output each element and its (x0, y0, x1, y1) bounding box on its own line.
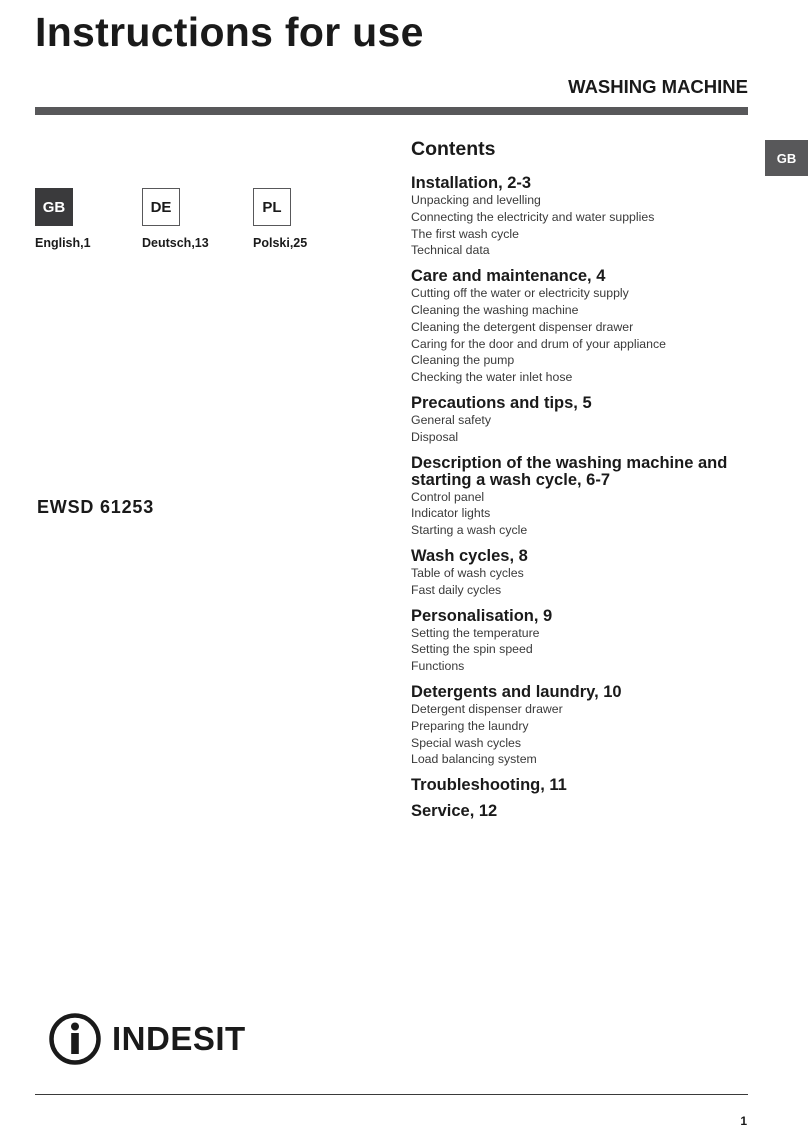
brand-name: INDESIT (112, 1020, 246, 1057)
contents-section (411, 777, 751, 794)
language-side-tab: GB (765, 140, 808, 176)
contents-sections (411, 175, 751, 820)
section-item: Functions (411, 659, 465, 674)
section-heading: Installation, 2-3 (411, 174, 532, 192)
indesit-logo-icon (48, 1012, 102, 1066)
language-code-badge: PL (253, 188, 291, 226)
section-item: Indicator lights (411, 506, 491, 521)
section-item: Table of wash cycles (411, 565, 524, 580)
page-number: 1 (740, 1114, 747, 1128)
language-code-badge: DE (142, 188, 180, 226)
section-heading: Service, 12 (411, 802, 498, 821)
section-item: Technical data (411, 243, 490, 258)
language-option-de[interactable] (142, 188, 209, 250)
section-item: Cutting off the water or electricity supply (411, 286, 629, 301)
section-item: Fast daily cycles (411, 582, 502, 597)
section-heading: Detergents and laundry, 10 (411, 682, 622, 701)
contents-section (411, 608, 751, 675)
section-heading: Care and maintenance, 4 (411, 267, 606, 286)
table-of-contents (411, 136, 751, 829)
language-option-pl[interactable] (253, 188, 307, 250)
contents-section (411, 268, 751, 386)
section-item: Load balancing system (411, 752, 537, 767)
language-option-gb[interactable] (35, 188, 91, 250)
section-item: Disposal (411, 429, 459, 444)
contents-section (411, 803, 751, 820)
section-heading: Personalisation, 9 (411, 606, 553, 625)
language-caption: Deutsch,13 (142, 236, 209, 250)
section-item: Cleaning the detergent dispenser drawer (411, 319, 634, 334)
section-item: Unpacking and levelling (411, 193, 541, 207)
contents-section (411, 548, 751, 599)
section-item: Control panel (411, 489, 485, 504)
section-item: Caring for the door and drum of your appliance (411, 336, 666, 351)
section-item: The first wash cycle (411, 226, 519, 241)
section-item: Connecting the electricity and water supplies (411, 209, 655, 224)
section-item: Cleaning the pump (411, 353, 515, 368)
model-number: EWSD 61253 (37, 497, 155, 517)
contents-section (411, 455, 751, 539)
language-caption: English,1 (35, 236, 91, 250)
section-item: Setting the spin speed (411, 642, 533, 657)
contents-title: Contents (411, 138, 496, 160)
section-item: Starting a wash cycle (411, 523, 528, 538)
section-item: Detergent dispenser drawer (411, 701, 563, 716)
product-subtitle: WASHING MACHINE (568, 76, 748, 97)
language-code-badge: GB (35, 188, 73, 226)
section-item: Special wash cycles (411, 735, 522, 750)
section-heading: Description of the washing machine and starting a wash cycle, 6-7 (411, 453, 728, 489)
header-divider (35, 107, 748, 115)
contents-section (411, 175, 751, 259)
contents-section (411, 395, 751, 446)
section-item: Setting the temperature (411, 625, 540, 640)
section-heading: Precautions and tips, 5 (411, 393, 592, 412)
section-heading: Troubleshooting, 11 (411, 776, 567, 795)
page-title: Instructions for use (35, 9, 424, 55)
section-item: Cleaning the washing machine (411, 302, 579, 317)
section-item: General safety (411, 412, 491, 427)
language-caption: Polski,25 (253, 236, 308, 250)
section-item: Preparing the laundry (411, 718, 529, 733)
contents-section (411, 684, 751, 768)
footer-divider (35, 1094, 748, 1095)
brand-logo (48, 1013, 246, 1065)
section-heading: Wash cycles, 8 (411, 546, 528, 565)
section-item: Checking the water inlet hose (411, 370, 573, 385)
